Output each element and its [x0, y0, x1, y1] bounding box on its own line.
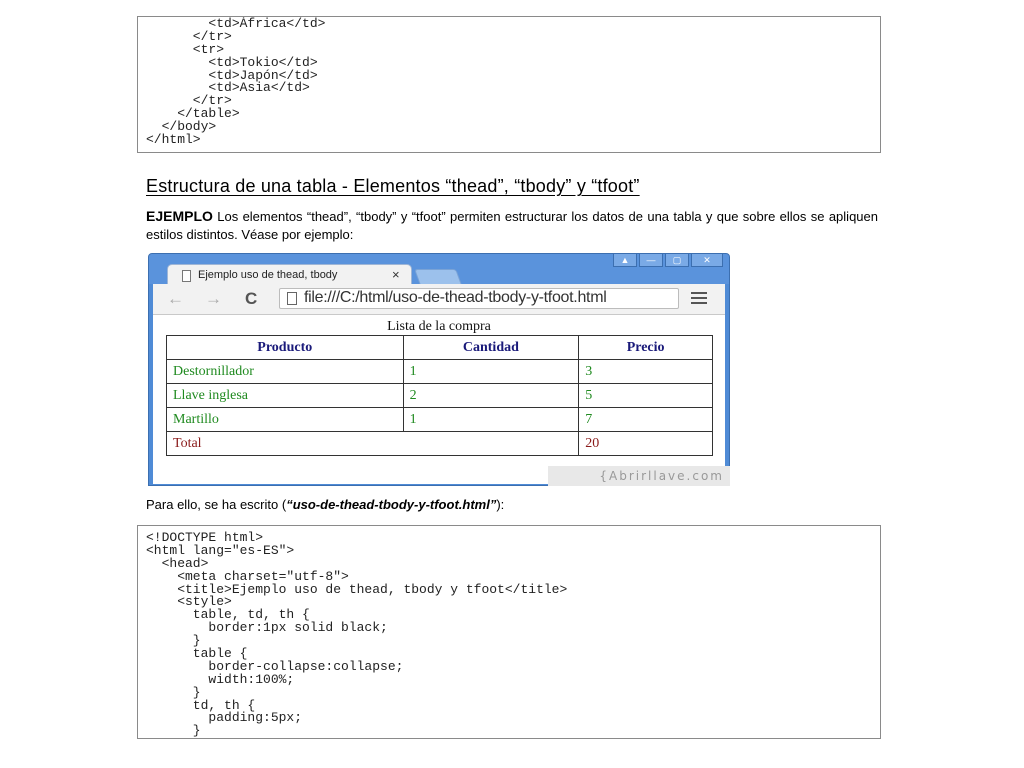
code-line: </table>: [146, 106, 240, 122]
table-row: [167, 408, 713, 432]
file-reference-prefix: Para ello, se ha escrito (: [146, 497, 287, 512]
code-line: <tr>: [146, 41, 225, 57]
column-header: Cantidad: [403, 336, 579, 360]
address-url: file:///C:/html/uso-de-thead-tbody-y-tfoot.html: [304, 289, 607, 306]
code-line: <head>: [146, 555, 209, 571]
table-row: [167, 360, 713, 384]
example-text: Los elementos “thead”, “tbody” y “tfoot” permiten estructurar los datos de una tabla y que sobre ellos se apliquen estilos distintos. Véase por ejemplo:: [146, 209, 878, 242]
column-header: Producto: [167, 336, 404, 360]
code-line: <!DOCTYPE html>: [146, 530, 264, 545]
table-row: [167, 384, 713, 408]
table-cell: Martillo: [167, 408, 404, 432]
code-line: <td>África</td>: [146, 16, 326, 31]
table-footer-row: [167, 432, 713, 456]
code-line: }: [146, 684, 201, 700]
code-line: table {: [146, 646, 248, 662]
maximize-button[interactable]: ▢: [665, 254, 689, 267]
code-line: <html lang="es-ES">: [146, 542, 295, 558]
code-line: <td>Tokio</td>: [146, 54, 318, 70]
close-window-button[interactable]: ✕: [691, 254, 723, 267]
code-line: </tr>: [146, 28, 232, 44]
code-line: td, th {: [146, 697, 256, 713]
code-line: border-collapse:collapse;: [146, 658, 404, 674]
shopping-table: [166, 335, 713, 456]
table-cell: 1: [403, 408, 579, 432]
code-line: }: [146, 633, 201, 649]
code-line: </body>: [146, 119, 217, 135]
code-line: </tr>: [146, 93, 232, 109]
table-cell: 1: [403, 360, 579, 384]
code-line: </html>: [146, 132, 201, 148]
table-cell: 3: [579, 360, 713, 384]
table-cell: 5: [579, 384, 713, 408]
example-label: EJEMPLO: [146, 208, 213, 224]
back-arrow-icon[interactable]: ←: [167, 289, 184, 308]
profile-button[interactable]: ▲: [613, 254, 637, 267]
table-cell: Destornillador: [167, 360, 404, 384]
minimize-button[interactable]: —: [639, 254, 663, 267]
browser-toolbar: [153, 284, 725, 315]
browser-tab[interactable]: [167, 264, 412, 286]
code-line: <td>Japón</td>: [146, 67, 318, 83]
reload-icon[interactable]: C: [245, 289, 258, 308]
footer-value: 20: [579, 432, 713, 456]
tab-close-icon[interactable]: ×: [392, 267, 400, 282]
table-caption: Lista de la compra: [387, 319, 491, 334]
code-line: <td>Asia</td>: [146, 80, 310, 96]
browser-window: [148, 253, 730, 486]
new-tab-button[interactable]: [414, 269, 462, 285]
section-heading: Estructura de una tabla - Elementos “thead”, “tbody” y “tfoot”: [146, 176, 640, 196]
code-line: <meta charset="utf-8">: [146, 568, 349, 584]
window-controls: [611, 254, 723, 268]
table-cell: 7: [579, 408, 713, 432]
browser-titlebar: [149, 254, 729, 284]
address-bar[interactable]: [279, 288, 679, 309]
code-block-top: [137, 16, 881, 153]
browser-viewport: [153, 315, 725, 484]
table-header-row: [167, 336, 713, 360]
code-line: padding:5px;: [146, 710, 303, 726]
abrirllave-watermark: {Abrirllave.com: [548, 466, 730, 486]
code-line: border:1px solid black;: [146, 620, 388, 636]
code-block-bottom: [137, 525, 881, 739]
code-line: <style>: [146, 594, 232, 610]
forward-arrow-icon[interactable]: →: [205, 289, 222, 308]
column-header: Precio: [579, 336, 713, 360]
file-name: “uso-de-thead-tbody-y-tfoot.html”: [286, 497, 497, 512]
table-cell: 2: [403, 384, 579, 408]
footer-label: Total: [167, 432, 579, 456]
code-line: width:100%;: [146, 671, 295, 687]
document-icon: [182, 270, 191, 282]
file-reference-paragraph: [146, 497, 504, 512]
example-paragraph: [146, 207, 878, 244]
tab-title: Ejemplo uso de thead, tbody: [198, 269, 338, 281]
file-reference-suffix: ):: [496, 497, 505, 512]
table-cell: Llave inglesa: [167, 384, 404, 408]
code-line: }: [146, 723, 201, 739]
page-icon: [287, 292, 297, 305]
code-line: table, td, th {: [146, 607, 310, 623]
menu-icon[interactable]: [691, 292, 707, 307]
code-line: <title>Ejemplo uso de thead, tbody y tfoot</title>: [146, 581, 568, 597]
